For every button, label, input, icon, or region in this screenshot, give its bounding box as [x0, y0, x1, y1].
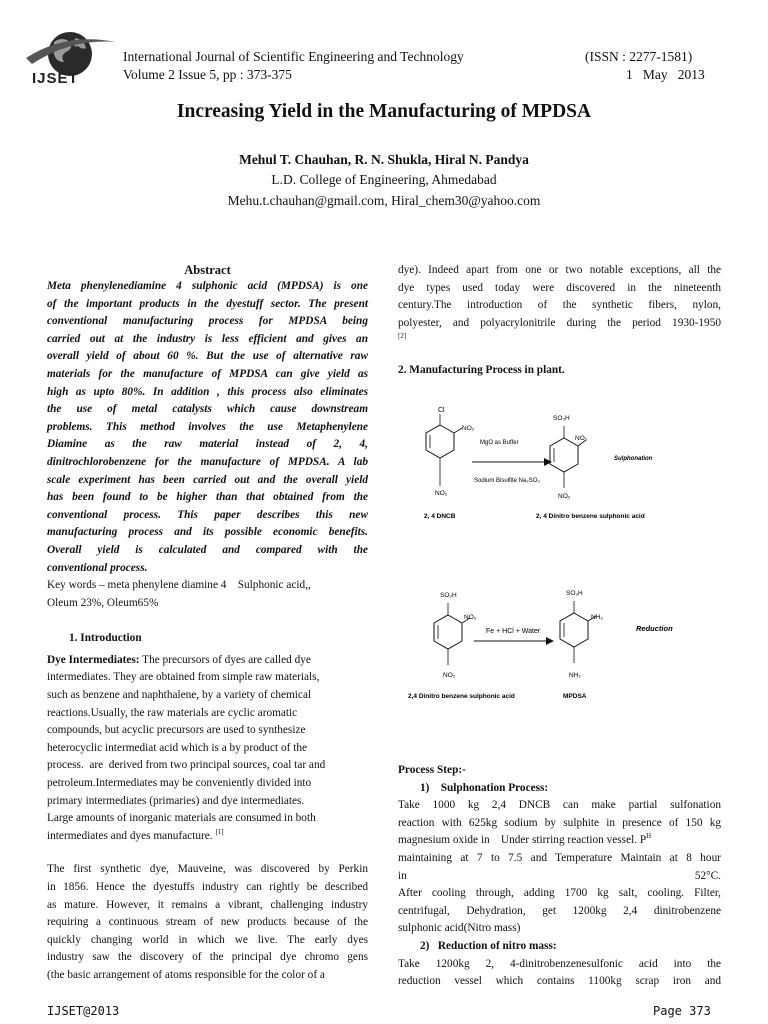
text-line	[47, 949, 368, 967]
text-line-content: conventional process.	[47, 561, 148, 574]
dncb-no2-label-2: NO₂	[435, 490, 448, 497]
mpdsa-nh2-label-1: NH₂	[591, 614, 603, 621]
text-line	[47, 932, 368, 950]
paper-title: Increasing Yield in the Manufacturing of MPDSA	[176, 101, 592, 122]
text-line-content: Overall yield is calculated and compared with the	[47, 543, 368, 556]
text-line	[47, 914, 368, 932]
text-line	[47, 595, 368, 613]
process-steps	[398, 762, 721, 991]
text-line-content: carried out at the industry is less efficient and gives an	[47, 332, 368, 345]
footer-right: Page 373	[653, 1004, 711, 1018]
text-line-content: has been found to be higher than that obtained from the	[47, 491, 368, 504]
text-line	[47, 507, 368, 525]
text-line	[47, 810, 368, 828]
text-line	[47, 296, 368, 314]
text-line	[398, 868, 721, 886]
text-line-content: dye). Indeed apart from one or two notable exceptions, all the	[398, 264, 721, 276]
text-line	[47, 669, 368, 687]
dnbsa2-name: 2,4 Dinitro benzene sulphonic acid	[408, 693, 515, 700]
reduction-scheme	[398, 585, 728, 710]
text-line-content: in 1856. Hence the dyestuffs industry can rightly be described	[47, 881, 368, 893]
text-line	[47, 687, 368, 705]
text-line-content: Take 1000 kg 2,4 DNCB can make partial sulfonation	[398, 799, 721, 812]
text-line	[47, 861, 368, 879]
dnbsa-no2-label-2: NO₂	[558, 493, 571, 500]
journal-date: 1 May 2013	[626, 67, 705, 82]
dnbsa2-no2-label-2: NO₂	[443, 672, 456, 679]
authors: Mehul T. Chauhan, R. N. Shukla, Hiral N. Pandya	[239, 152, 529, 167]
step1-heading: 1) Sulphonation Process:	[420, 781, 549, 794]
dncb-cl-label: Cl	[438, 407, 445, 414]
text-line-content: manufacturing process and its possible economic benefits.	[47, 526, 368, 539]
text-line-content: Key words – meta phenylene diamine 4 Sulphonic acid,,	[47, 579, 311, 592]
text-line-content: petroleum.Intermediates may be conveniently divided into	[47, 777, 312, 790]
text-line	[47, 313, 368, 331]
text-line-content: quickly changing world in which we live. The early dyes	[47, 933, 368, 946]
text-line	[398, 973, 721, 991]
text-line-content: compounds, but acyclic precursors are used to synthesize	[47, 724, 306, 737]
text-line	[47, 419, 368, 437]
journal-volume: Volume 2 Issue 5, pp : 373-375	[123, 67, 292, 82]
text-line	[398, 280, 721, 298]
text-line	[47, 967, 368, 985]
text-line	[398, 262, 721, 280]
keywords	[47, 577, 368, 612]
text-line-content: After cooling through, adding 1700 kg salt, cooling. Filter,	[398, 887, 721, 900]
text-line	[47, 472, 368, 490]
text-line	[398, 297, 721, 315]
text-line-content: centrifugal, Dehydration, get 1200kg 2,4 dinitrobenzene	[398, 904, 721, 917]
text-line-content: reduction vessel which contains 1100kg scrap iron and	[398, 975, 721, 988]
text-line-content: intermediates. They are obtained from simple raw materials,	[47, 671, 320, 684]
dye-intermediates-label: Dye Intermediates:	[47, 653, 140, 666]
text-line	[398, 885, 721, 903]
journal-logo	[18, 28, 118, 86]
abstract-heading: Abstract	[184, 263, 231, 277]
text-line	[47, 401, 368, 419]
step1-body	[398, 797, 721, 938]
text-line-content: problems. This method involves the use Metaphenylene	[47, 420, 368, 433]
dnbsa-so3h-label: SO₃H	[553, 415, 570, 422]
text-line	[398, 797, 721, 815]
text-line-content: high as upto 80%. In addition , this process also eliminates	[47, 385, 368, 398]
footer-left: IJSET@2013	[47, 1004, 120, 1018]
dncb-name: 2, 4 DNCB	[424, 513, 456, 520]
text-line-content: maintaining at 7 to 7.5 and Temperature Maintain at 8 hour	[398, 851, 721, 864]
text-line	[47, 278, 368, 296]
reference-1: [1]	[215, 828, 224, 837]
sulphonation-scheme	[398, 400, 728, 530]
text-line	[47, 879, 368, 897]
text-line	[398, 832, 721, 850]
text-line	[47, 740, 368, 758]
ph-superscript: H	[646, 832, 652, 841]
right-column	[398, 262, 721, 380]
text-line-content: sulphonic acid(Nitro mass)	[398, 922, 521, 935]
text-line	[47, 348, 368, 366]
dnbsa-structure	[550, 415, 588, 500]
dnbsa-no2-label-1: NO₂	[575, 435, 588, 442]
text-line-content: The first synthetic dye, Mauveine, was discovered by Perkin	[47, 863, 368, 876]
text-line-content: requiring a continuous stream of new products because of the	[47, 916, 368, 929]
text-line	[47, 454, 368, 472]
text-line-content: in 52°C.	[398, 869, 721, 882]
dnbsa-name: 2, 4 Dinitro benzene sulphonic acid	[536, 513, 645, 520]
text-line	[47, 489, 368, 507]
reagent-top: MgO as Buffer	[480, 440, 519, 446]
process-step-heading: Process Step:-	[398, 764, 466, 776]
text-line-content: reaction with 625kg sodium by sulphite in presence of 150 kg	[398, 816, 721, 829]
text-line-content: dye types used today were discovered in the nineteenth	[398, 281, 721, 294]
text-line-content: of the important products in the dyestuff sector. The present	[47, 297, 368, 310]
reagent-bottom: Sodium Bisulfite Na₂SO₃	[474, 478, 540, 484]
text-line-content: scale experiment has been carried out and the overall yield	[47, 473, 368, 486]
step2-body	[398, 956, 721, 991]
text-line	[398, 315, 721, 333]
dnbsa2-no2-label-1: NO₂	[464, 614, 477, 621]
reduction-reagent: Fe + HCl + Water	[486, 628, 541, 635]
text-line	[47, 331, 368, 349]
text-line-content: Diamine as the raw material instead of 2, 4,	[47, 438, 368, 451]
text-line	[47, 560, 368, 578]
mpdsa-so3h-label: SO₃H	[566, 590, 583, 597]
text-line	[47, 384, 368, 402]
text-line	[398, 815, 721, 833]
left-column	[47, 262, 368, 985]
text-line-content: conventional process. This paper describes this new	[47, 508, 368, 521]
mpdsa-nh2-label-2: NH₂	[569, 672, 581, 679]
emails: Mehu.t.chauhan@gmail.com, Hiral_chem30@yahoo.com	[227, 193, 541, 208]
text-line	[398, 956, 721, 974]
mpdsa-name: MPDSA	[563, 693, 587, 700]
text-line-content: as mature. However, it remains a vibrant, challenging industry	[47, 898, 368, 911]
text-line	[398, 850, 721, 868]
text-line	[47, 524, 368, 542]
reduction-label: Reduction	[636, 624, 673, 633]
intro-heading-text: 1. Introduction	[69, 632, 142, 645]
text-line-content: Take 1200kg 2, 4-dinitrobenzenesulfonic acid into the	[398, 957, 721, 970]
section2-heading: 2. Manufacturing Process in plant.	[398, 364, 565, 377]
text-line-content: polyester, and polyacrylonitrile during the period 1930-1950	[398, 316, 721, 329]
text-line-content: primary intermediates (primaries) and dye intermediates.	[47, 794, 305, 807]
intro-para2	[47, 861, 368, 984]
text-line	[47, 577, 368, 595]
text-line-content: (the basic arrangement of atoms responsible for the color of a	[47, 968, 325, 981]
text-line-content: dinitrochlorobenzene for the manufacture of MPDSA. A lab	[47, 455, 368, 468]
intro-continuation	[398, 262, 721, 340]
text-line-content: intermediates and dyes manufacture.	[47, 829, 216, 842]
text-line	[47, 705, 368, 723]
dnbsa2-so3h-label: SO₃H	[440, 592, 457, 599]
text-line	[47, 366, 368, 384]
logo-text: IJSET	[32, 70, 79, 87]
journal-name: International Journal of Scientific Engineering and Technology	[123, 49, 464, 64]
dncb-structure	[426, 407, 475, 497]
text-line-content: The precursors of dyes are called dye	[139, 653, 311, 666]
text-line-content: overall yield of about 60 %. But the use of alternative raw	[47, 350, 368, 363]
text-line-content: Large amounts of inorganic materials are consumed in both	[47, 812, 316, 825]
text-line	[47, 793, 368, 811]
text-line-content: magnesium oxide in Under stirring reaction vessel. P	[398, 834, 647, 847]
abstract-body	[47, 278, 368, 577]
text-line	[398, 920, 721, 938]
sulphonation-label: Sulphonation	[614, 456, 653, 462]
mpdsa-structure	[560, 590, 603, 679]
text-line-content: such as benzene and naphthalene, by a variety of chemical	[47, 689, 312, 702]
journal-issn: (ISSN : 2277-1581)	[585, 49, 693, 64]
text-line	[47, 828, 368, 846]
dncb-no2-label-1: NO₂	[462, 425, 475, 432]
text-line	[47, 722, 368, 740]
text-line	[398, 903, 721, 921]
text-line-content: Meta phenylenediamine 4 sulphonic acid (MPDSA) is one	[47, 280, 368, 292]
intro-para1	[47, 652, 368, 846]
reference-2: [2]	[398, 332, 407, 341]
text-line-content: process. are derived from two principal sources, coal tar and	[47, 759, 326, 772]
text-line	[47, 897, 368, 915]
dnbsa-structure-2	[434, 592, 477, 679]
text-line-content: heterocyclic intermediat acid which is a by product of the	[47, 741, 308, 754]
affiliation: L.D. College of Engineering, Ahmedabad	[271, 172, 497, 187]
text-line-content: the use of metal catalysts which cause downstream	[47, 403, 368, 416]
text-line-content: materials for the manufacture of MPDSA can give yield as	[47, 367, 368, 380]
text-line	[47, 542, 368, 560]
text-line-content: reactions.Usually, the raw materials are cyclic aromatic	[47, 706, 298, 719]
text-line-content: century.The introduction of the synthetic fibers, nylon,	[398, 299, 721, 312]
step2-heading: 2) Reduction of nitro mass:	[420, 939, 557, 952]
text-line	[47, 652, 368, 670]
intro-heading	[47, 630, 368, 648]
text-line-content: Oleum 23%, Oleum65%	[47, 596, 159, 609]
text-line	[47, 757, 368, 775]
text-line-content: industry saw the discovery of the principal dye chromo gens	[47, 951, 368, 964]
text-line-content: conventional manufacturing process for MPDSA being	[47, 315, 368, 328]
text-line	[47, 775, 368, 793]
text-line	[47, 436, 368, 454]
